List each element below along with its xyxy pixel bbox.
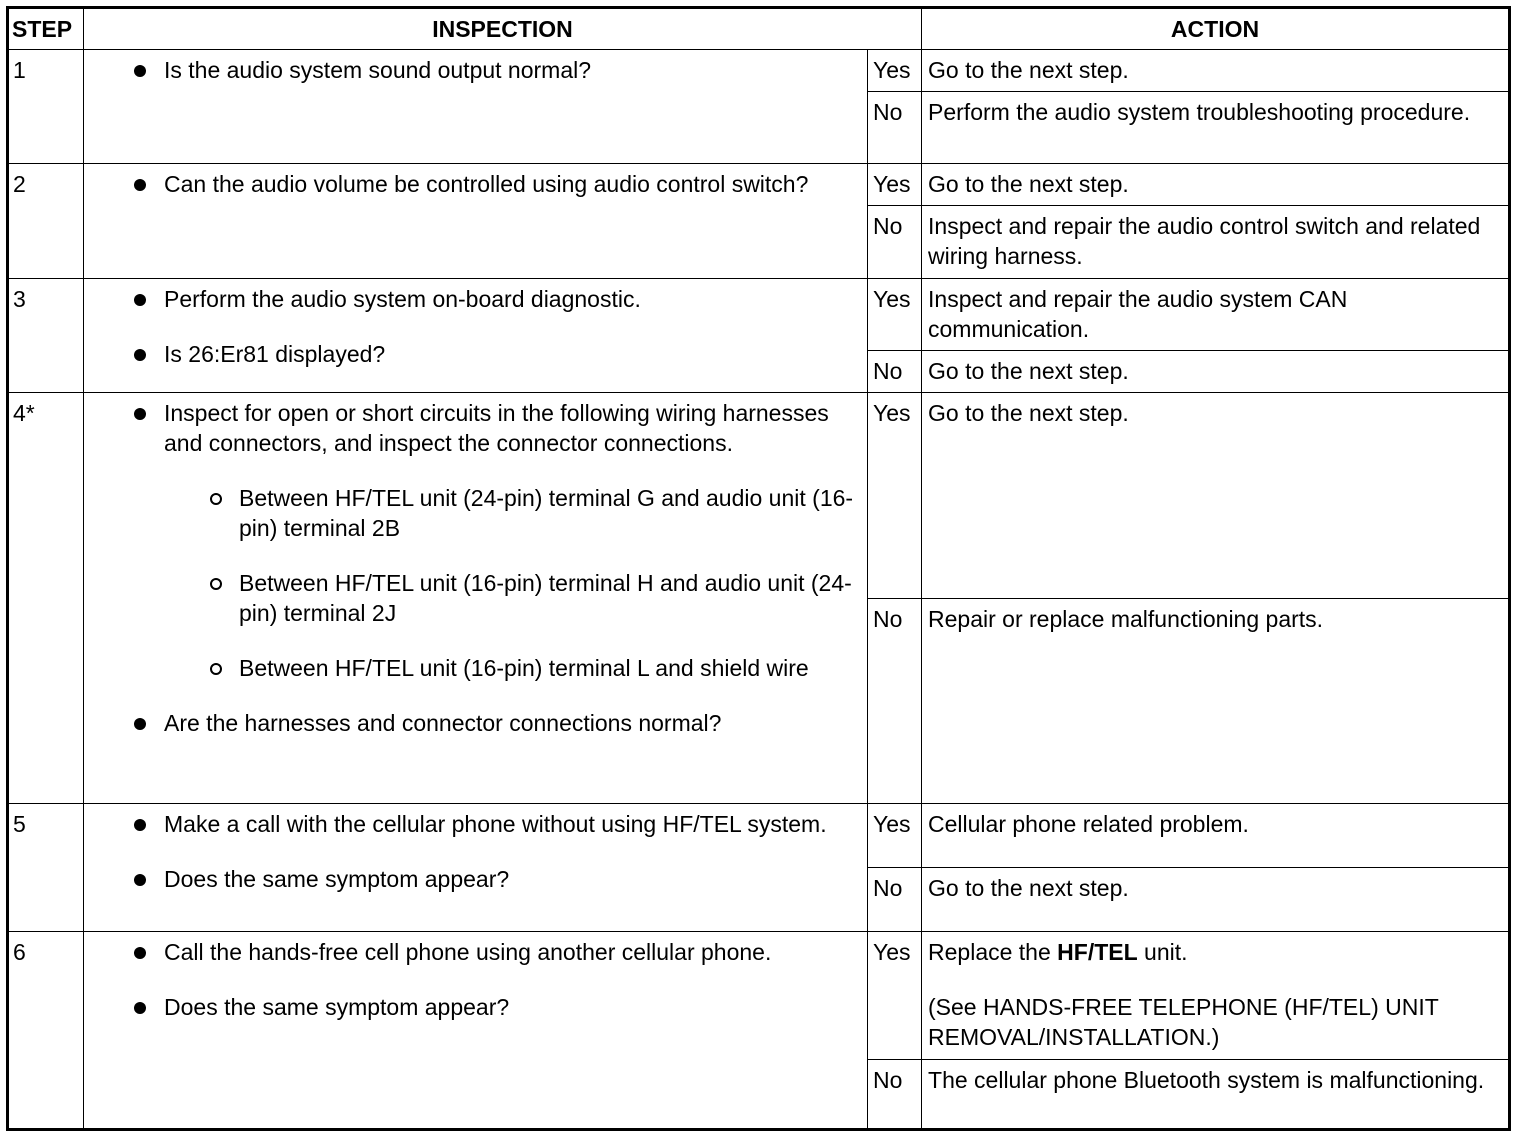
table-row — [8, 393, 1510, 599]
bullet-icon — [84, 169, 164, 199]
inspection-cell — [84, 164, 868, 279]
no-label: No — [868, 351, 922, 393]
inspection-bullet — [84, 284, 857, 314]
no-label: No — [868, 599, 922, 804]
step-number: 6 — [8, 932, 84, 1130]
yes-label: Yes — [868, 164, 922, 206]
sub-bullet-icon — [84, 483, 239, 543]
yes-action-line — [928, 937, 1500, 967]
yes-label: Yes — [868, 279, 922, 351]
step-number: 1 — [8, 50, 84, 164]
no-label: No — [868, 868, 922, 932]
step-number: 2 — [8, 164, 84, 279]
step-number: 3 — [8, 279, 84, 393]
no-action: Inspect and repair the audio control switch and related wiring harness. — [922, 206, 1510, 279]
bullet-icon — [84, 284, 164, 314]
no-action: Go to the next step. — [922, 868, 1510, 932]
table-row — [8, 804, 1510, 868]
no-action: Repair or replace malfunctioning parts. — [922, 599, 1510, 804]
step-number: 4* — [8, 393, 84, 804]
troubleshooting-table — [6, 6, 1511, 1131]
action-bold-text: HF/TEL — [1057, 939, 1138, 965]
inspection-bullet — [84, 937, 857, 967]
bullet-icon — [84, 809, 164, 839]
sub-bullet-text: Between HF/TEL unit (16-pin) terminal L and shield wire — [239, 655, 809, 681]
bullet-icon — [84, 937, 164, 967]
bullet-icon — [84, 55, 164, 85]
bullet-text: Call the hands-free cell phone using another cellular phone. — [164, 939, 772, 965]
inspection-bullet — [84, 864, 857, 894]
no-action: The cellular phone Bluetooth system is malfunctioning. — [922, 1060, 1510, 1130]
yes-action: Inspect and repair the audio system CAN communication. — [922, 279, 1510, 351]
inspection-bullet — [84, 398, 857, 458]
inspection-bullet — [84, 708, 857, 738]
no-label: No — [868, 206, 922, 279]
yes-label: Yes — [868, 393, 922, 599]
inspection-sub-bullet — [84, 653, 857, 683]
header-row — [8, 8, 1510, 50]
sub-bullet-text: Between HF/TEL unit (16-pin) terminal H and audio unit (24-pin) terminal 2J — [239, 570, 852, 626]
table-row — [8, 164, 1510, 206]
bullet-text: Make a call with the cellular phone without using HF/TEL system. — [164, 811, 827, 837]
bullet-icon — [84, 864, 164, 894]
inspection-cell — [84, 804, 868, 932]
sub-bullet-icon — [84, 653, 239, 683]
bullet-icon — [84, 339, 164, 369]
bullet-icon — [84, 398, 164, 458]
bullet-text: Does the same symptom appear? — [164, 994, 510, 1020]
no-action: Perform the audio system troubleshooting procedure. — [922, 92, 1510, 164]
inspection-cell — [84, 393, 868, 804]
yes-action: Go to the next step. — [922, 50, 1510, 92]
bullet-icon — [84, 992, 164, 1022]
yes-label: Yes — [868, 50, 922, 92]
inspection-cell — [84, 50, 868, 164]
header-step: STEP — [8, 8, 84, 50]
no-label: No — [868, 92, 922, 164]
yes-action — [922, 932, 1510, 1060]
inspection-bullet — [84, 992, 857, 1022]
sub-bullet-icon — [84, 568, 239, 628]
yes-action: Go to the next step. — [922, 164, 1510, 206]
yes-label: Yes — [868, 932, 922, 1060]
yes-action: Go to the next step. — [922, 393, 1510, 599]
inspection-bullet — [84, 55, 857, 85]
inspection-bullet — [84, 809, 857, 839]
yes-action: Cellular phone related problem. — [922, 804, 1510, 868]
header-inspection: INSPECTION — [84, 8, 922, 50]
inspection-cell — [84, 279, 868, 393]
bullet-text: Are the harnesses and connector connections normal? — [164, 710, 722, 736]
inspection-sub-bullet — [84, 568, 857, 628]
no-action: Go to the next step. — [922, 351, 1510, 393]
header-action: ACTION — [922, 8, 1510, 50]
bullet-text: Can the audio volume be controlled using audio control switch? — [164, 171, 809, 197]
inspection-bullet — [84, 169, 857, 199]
bullet-text: Inspect for open or short circuits in the following wiring harnesses and connectors, and inspect the connector connections. — [164, 400, 829, 456]
action-text: unit. — [1137, 939, 1188, 965]
bullet-text: Does the same symptom appear? — [164, 866, 510, 892]
inspection-bullet — [84, 339, 857, 369]
action-text: Replace the — [928, 939, 1058, 965]
yes-action-note: (See HANDS-FREE TELEPHONE (HF/TEL) UNIT REMOVAL/INSTALLATION.) — [928, 994, 1439, 1050]
no-label: No — [868, 1060, 922, 1130]
bullet-text: Perform the audio system on-board diagnostic. — [164, 286, 641, 312]
inspection-cell — [84, 932, 868, 1130]
table-row — [8, 932, 1510, 1060]
bullet-text: Is the audio system sound output normal? — [164, 57, 592, 83]
sub-bullet-text: Between HF/TEL unit (24-pin) terminal G and audio unit (16-pin) terminal 2B — [239, 485, 854, 541]
table-row — [8, 279, 1510, 351]
bullet-icon — [84, 708, 164, 738]
bullet-text: Is 26:Er81 displayed? — [164, 341, 386, 367]
table-row — [8, 50, 1510, 92]
yes-label: Yes — [868, 804, 922, 868]
inspection-sub-bullet — [84, 483, 857, 543]
step-number: 5 — [8, 804, 84, 932]
